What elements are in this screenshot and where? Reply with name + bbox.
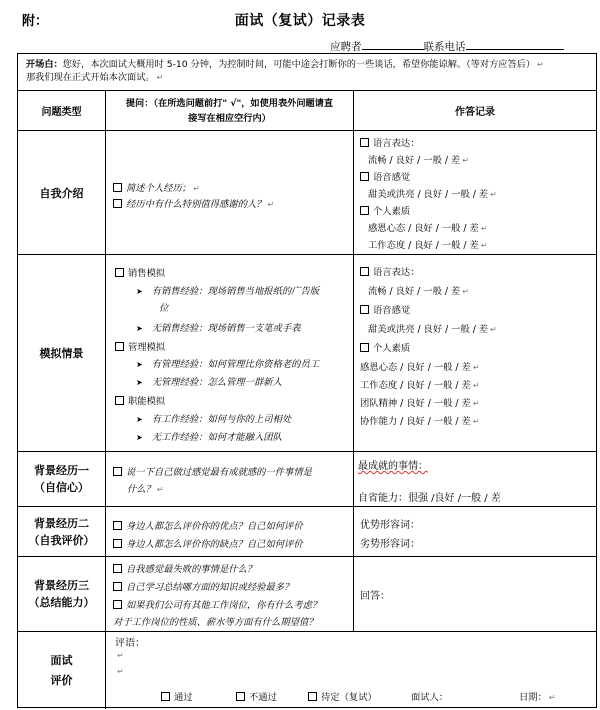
checkbox[interactable] — [360, 305, 369, 314]
background-1-row — [18, 452, 596, 507]
rating-scale-text: 甜美或洪亮 / 良好 / 一般 / 差 — [368, 189, 489, 200]
rating-scale — [368, 283, 469, 297]
pending-option[interactable] — [308, 689, 377, 703]
record-label: 优势形容词： — [360, 520, 420, 531]
checkbox[interactable] — [113, 467, 122, 476]
return-mark: ↵ — [490, 325, 497, 334]
background-1-questions — [106, 452, 354, 506]
column-type-header — [18, 91, 106, 130]
record-label: 回答： — [360, 591, 390, 602]
arrow-icon: ➤ — [136, 378, 143, 387]
interview-record-table — [17, 53, 597, 708]
question-item — [136, 429, 282, 443]
rating-scale-text: 自省能力：很强 /良好 /一般 / 差 — [358, 493, 501, 504]
column-type-label: 问题类型 — [41, 107, 82, 118]
question-item[interactable] — [113, 579, 293, 593]
self-intro-row — [18, 131, 596, 255]
option-label: 待定（复试） — [321, 692, 377, 703]
background-2-row — [18, 507, 596, 557]
simulation-questions — [106, 255, 354, 451]
return-mark: ↵ — [156, 73, 164, 82]
record-label: 最成就的事情： — [358, 461, 428, 472]
return-mark: ↵ — [480, 224, 488, 233]
record-item[interactable] — [360, 340, 410, 354]
record-label: 语音感觉 — [373, 305, 411, 316]
group-label: 管理模拟 — [128, 342, 166, 353]
checkbox[interactable] — [113, 199, 122, 208]
question-item — [136, 411, 291, 425]
question-text: 自我感觉最失败的事情是什么？ — [126, 564, 257, 575]
rating-scale-text: 工作态度 / 良好 / 一般 / 差 — [360, 380, 471, 391]
interviewer-field[interactable] — [411, 689, 448, 703]
applicant-label: 应聘者 — [330, 41, 362, 53]
rating-scale-text: 团队精神 / 良好 / 一般 / 差 — [360, 398, 471, 409]
date-label: 日期： — [519, 692, 547, 703]
column-record-label: 作答记录 — [455, 107, 495, 118]
question-text: 无管理经验：怎么管理一群新人 — [151, 377, 282, 388]
question-text: 什么？ — [127, 484, 155, 495]
question-group[interactable] — [115, 265, 165, 279]
rating-scale — [368, 152, 469, 166]
record-item[interactable] — [360, 587, 390, 602]
checkbox[interactable] — [360, 172, 369, 181]
background-2-label — [18, 507, 106, 556]
return-mark: ↵ — [117, 651, 124, 660]
question-item[interactable] — [113, 180, 200, 194]
record-label: 个人素质 — [373, 206, 411, 217]
record-item[interactable] — [358, 457, 428, 472]
record-item[interactable] — [360, 302, 410, 316]
return-mark: ↵ — [472, 399, 480, 408]
checkbox[interactable] — [308, 692, 317, 701]
comment-label: 评语： — [115, 638, 145, 649]
group-label: 销售模拟 — [128, 268, 166, 279]
record-label: 语言表达： — [373, 138, 420, 149]
rating-scale — [368, 186, 497, 200]
checkbox[interactable] — [360, 267, 369, 276]
return-mark: ↵ — [193, 184, 200, 193]
question-item[interactable] — [113, 196, 274, 210]
background-1-label-line-1: 背景经历一 — [34, 464, 89, 477]
checkbox[interactable] — [115, 396, 124, 405]
checkbox[interactable] — [360, 343, 369, 352]
rating-scale — [360, 413, 480, 427]
page-title: 面试（复试）记录表 — [234, 13, 366, 29]
pass-option[interactable] — [161, 689, 193, 703]
checkbox[interactable] — [115, 342, 124, 351]
checkbox[interactable] — [113, 582, 122, 591]
question-item — [136, 320, 300, 334]
question-text: 自己学习总结哪方面的知识或经验最多？ — [126, 582, 294, 593]
background-3-label-line-1: 背景经历三 — [34, 579, 89, 592]
arrow-icon: ➤ — [136, 287, 143, 296]
checkbox[interactable] — [236, 692, 245, 701]
return-mark: ↵ — [117, 667, 124, 676]
question-text: 位 — [159, 303, 169, 314]
record-label: 语言表达： — [373, 267, 420, 278]
simulation-label-text: 模拟情景 — [39, 347, 84, 360]
return-mark: ↵ — [267, 200, 275, 209]
rating-scale — [368, 237, 488, 251]
arrow-icon: ➤ — [136, 433, 143, 442]
arrow-icon: ➤ — [136, 360, 143, 369]
column-question-line-2: 接写在相应空行内） — [188, 112, 271, 124]
applicant-line — [330, 39, 564, 54]
record-item[interactable] — [360, 516, 420, 531]
return-mark: ↵ — [462, 156, 469, 165]
rating-scale — [368, 220, 488, 234]
question-text: 如果我们公司有其他工作岗位，你有什么考虑？ — [126, 600, 322, 611]
question-text: 简述个人经历； — [126, 183, 192, 194]
question-group[interactable] — [115, 393, 165, 407]
rating-scale-text: 流畅 / 良好 / 一般 / 差 — [368, 286, 461, 297]
checkbox[interactable] — [113, 183, 122, 192]
evaluation-label — [18, 632, 106, 709]
record-label: 语音感觉 — [373, 172, 411, 183]
background-3-row — [18, 557, 596, 632]
fail-option[interactable] — [236, 689, 277, 703]
question-text: 经历中有什么特别值得感谢的人？ — [126, 199, 266, 210]
simulation-row — [18, 255, 596, 452]
self-intro-record — [354, 131, 596, 254]
question-item[interactable] — [113, 536, 303, 550]
checkbox[interactable] — [113, 600, 122, 609]
return-mark: ↵ — [480, 241, 488, 250]
evaluation-content — [106, 632, 596, 709]
column-header-row — [18, 91, 596, 131]
background-2-label-line-2: （自我评价） — [28, 533, 95, 547]
evaluation-row — [18, 632, 596, 709]
question-text: 说一下自己做过感觉最有成就感的一件事情是 — [126, 467, 312, 478]
record-item[interactable] — [360, 203, 410, 217]
rating-scale-text: 感恩心态 / 良好 / 一般 / 差 — [360, 362, 471, 373]
opening-text-1: 您好，本次面试大概用时 5-10 分钟，为控制时间，可能中途会打断你的一些谈话，希望你能谅解。（等对方应答后） — [62, 59, 536, 70]
record-item[interactable] — [360, 169, 410, 183]
empty-line — [115, 650, 124, 661]
option-label: 不通过 — [249, 692, 277, 703]
return-mark: ↵ — [490, 190, 497, 199]
simulation-label — [18, 255, 106, 451]
background-2-record — [354, 507, 596, 556]
opening-row — [18, 54, 596, 91]
checkbox[interactable] — [360, 138, 369, 147]
question-text: 无工作经验：如何才能融入团队 — [151, 432, 282, 443]
column-record-header — [354, 91, 596, 130]
return-mark: ↵ — [472, 381, 480, 390]
question-text: 对于工作岗位的性质、薪水等方面有什么期望值？ — [113, 617, 318, 628]
opening-text-2: 那我们现在正式开始本次面试。 — [26, 72, 155, 83]
return-mark: ↵ — [472, 363, 480, 372]
return-mark: ↵ — [548, 693, 556, 702]
background-3-label-line-2: （总结能力） — [28, 596, 95, 609]
return-mark: ↵ — [537, 60, 544, 69]
background-2-label-line-1: 背景经历二 — [34, 516, 89, 530]
rating-scale-text: 协作能力 / 良好 / 一般 / 差 — [360, 416, 471, 427]
rating-scale-text: 甜美或洪亮 / 良好 / 一般 / 差 — [368, 324, 489, 335]
attachment-label: 附： — [22, 14, 49, 29]
record-label: 个人素质 — [373, 343, 411, 354]
question-item[interactable] — [113, 464, 312, 478]
rating-scale — [368, 321, 497, 335]
background-1-record — [354, 452, 596, 506]
question-item — [136, 356, 319, 370]
opening-label: 开场白： — [26, 59, 63, 70]
phone-blank[interactable] — [466, 39, 564, 50]
question-text: 身边人都怎么评价你的缺点？自己如何评价 — [126, 539, 303, 550]
checkbox[interactable] — [360, 206, 369, 215]
question-text: 无销售经验：现场销售一支笔或手表 — [151, 323, 301, 334]
return-mark: ↵ — [462, 287, 469, 296]
question-item[interactable] — [113, 597, 321, 611]
question-item — [136, 374, 282, 388]
simulation-record — [354, 255, 596, 451]
return-mark: ↵ — [156, 485, 164, 494]
checkbox[interactable] — [113, 521, 122, 530]
background-3-questions — [106, 557, 354, 631]
question-text: 有销售经验：现场销售当地报纸的广告版 — [151, 286, 320, 297]
question-item — [127, 481, 164, 495]
applicant-blank[interactable] — [362, 39, 424, 50]
record-item[interactable] — [360, 264, 420, 278]
option-label: 通过 — [174, 692, 193, 703]
interviewer-label: 面试人： — [411, 692, 449, 703]
arrow-icon: ➤ — [136, 324, 143, 333]
self-intro-label-text: 自我介绍 — [39, 186, 84, 200]
date-field[interactable] — [519, 689, 556, 703]
record-item[interactable] — [360, 535, 420, 550]
question-item — [113, 614, 318, 628]
rating-scale-text: 感恩心态 / 良好 / 一般 / 差 — [368, 223, 479, 234]
checkbox[interactable] — [161, 692, 170, 701]
evaluation-label-line-1: 面试 — [50, 653, 73, 667]
evaluation-label-line-2: 评价 — [50, 673, 73, 687]
question-item[interactable] — [113, 561, 256, 575]
question-group[interactable] — [115, 339, 165, 353]
question-item[interactable] — [113, 518, 303, 532]
arrow-icon: ➤ — [136, 415, 143, 424]
question-item — [159, 300, 168, 314]
opening-text — [18, 54, 596, 84]
column-question-line-1: 提问：（在所选问题前打" √"，如使用表外问题请直 — [125, 97, 334, 109]
checkbox[interactable] — [115, 268, 124, 277]
background-1-label-line-2: （自信心） — [34, 481, 89, 494]
question-text: 身边人都怎么评价你的优点？自己如何评价 — [126, 521, 303, 532]
question-text: 有管理经验：如何管理比你资格老的员工 — [151, 359, 320, 370]
checkbox[interactable] — [113, 539, 122, 548]
background-1-label — [18, 452, 106, 506]
empty-line — [115, 666, 124, 677]
rating-scale — [360, 359, 480, 373]
rating-scale — [360, 395, 480, 409]
phone-label: 联系电话 — [423, 41, 466, 53]
self-intro-label — [18, 131, 106, 254]
record-item[interactable] — [360, 135, 420, 149]
self-intro-questions — [106, 131, 354, 254]
question-item — [136, 283, 319, 297]
rating-scale-text: 流畅 / 良好 / 一般 / 差 — [368, 155, 461, 166]
rating-scale-text: 工作态度 / 良好 / 一般 / 差 — [368, 240, 479, 251]
question-text: 有工作经验：如何与你的上司相处 — [151, 414, 292, 425]
background-3-record — [354, 557, 596, 631]
background-3-label — [18, 557, 106, 631]
background-2-questions — [106, 507, 354, 556]
rating-scale — [358, 489, 501, 504]
return-mark: ↵ — [472, 417, 480, 426]
column-question-header — [106, 91, 354, 130]
record-label: 劣势形容词： — [360, 539, 420, 550]
checkbox[interactable] — [113, 564, 122, 573]
group-label: 职能模拟 — [128, 396, 166, 407]
rating-scale — [360, 377, 480, 391]
comment-field[interactable] — [115, 634, 145, 649]
